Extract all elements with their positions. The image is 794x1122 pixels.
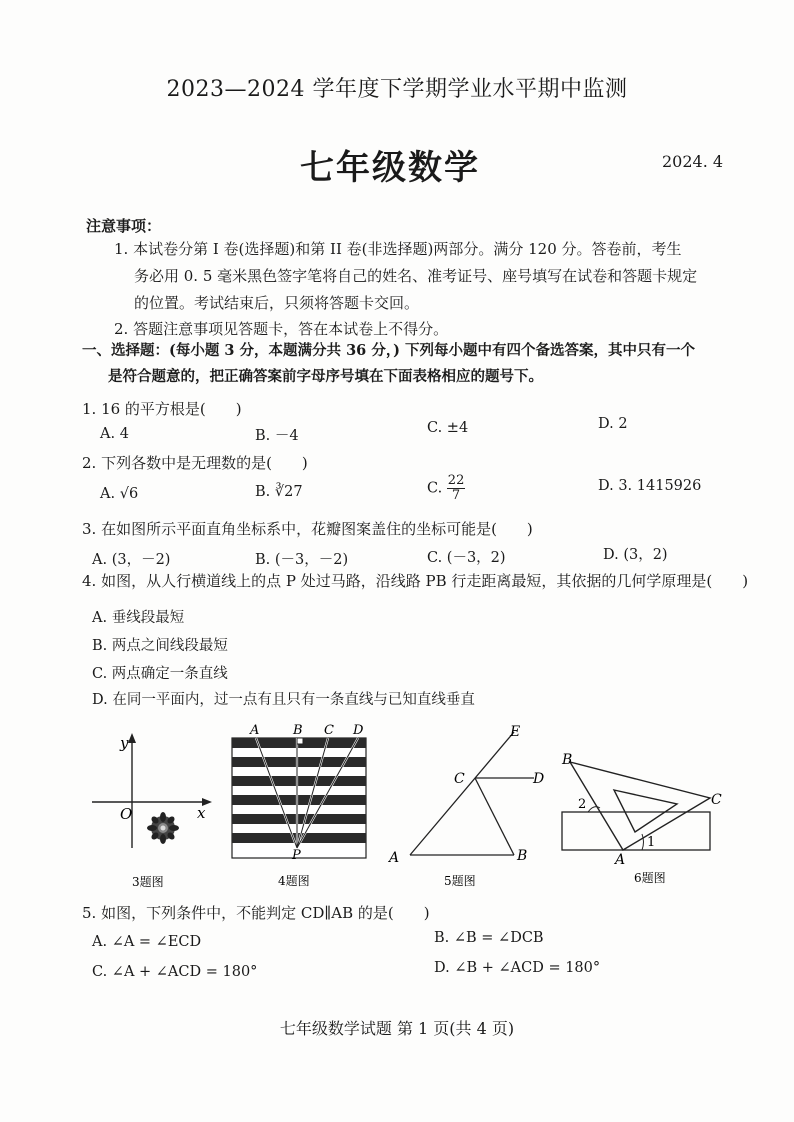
section1-instructions-line2: 是符合题意的，把正确答案前字母序号填在下面表格相应的题号下。: [108, 368, 543, 385]
q2-option-c-numerator: 22: [447, 473, 465, 488]
q2-option-a-prefix: A.: [100, 486, 120, 502]
q2-option-b-prefix: B.: [255, 484, 275, 500]
figure-3-coordinate-plane: [86, 728, 216, 890]
fig6-angle-2: 2: [578, 797, 587, 812]
page-footer: 七年级数学试题 第 1 页(共 4 页): [279, 1019, 515, 1038]
fig4-caption: 4题图: [278, 874, 310, 888]
q2-option-c-denominator: 7: [451, 488, 461, 503]
notice-item1-line1: 1. 本试卷分第 I 卷(选择题)和第 II 卷(非选择题)两部分。满分 120 分。答卷前，考生: [114, 240, 682, 258]
q4-option-a: A. 垂线段最短: [92, 610, 185, 626]
fig4-label-p: P: [292, 848, 301, 863]
fig5-label-b: B: [517, 848, 528, 864]
fig4-label-c: C: [324, 723, 334, 738]
fig6-angle-1: 1: [647, 835, 656, 850]
fig3-caption: 3题图: [132, 875, 164, 889]
fig4-label-a: A: [250, 723, 260, 738]
fig4-label-b: B: [293, 723, 303, 738]
fig5-label-e: E: [510, 724, 521, 740]
q5-option-a: A. ∠A = ∠ECD: [92, 934, 202, 950]
fig3-origin-label: O: [120, 805, 133, 823]
q2-option-d: D. 3. 1415926: [598, 478, 702, 494]
q3-option-b: B. (－3，－2): [255, 552, 349, 568]
fig6-label-a: A: [615, 852, 626, 868]
q4-option-d: D. 在同一平面内，过一点有且只有一条直线与已知直线垂直: [92, 692, 475, 708]
fig6-label-c: C: [711, 792, 722, 808]
q5-option-c: C. ∠A + ∠ACD = 180°: [92, 964, 258, 980]
exam-title: 2023—2024 学年度下学期学业水平期中监测: [166, 77, 628, 102]
q2-option-c: [427, 474, 465, 503]
fig4-label-d: D: [353, 723, 364, 738]
q4-option-c: C. 两点确定一条直线: [92, 666, 228, 682]
q4-stem: 4. 如图，从人行横道线上的点 P 处过马路，沿线路 PB 行走距离最短，其依据的几何学原理是( ): [82, 572, 749, 590]
q1-option-d: D. 2: [598, 416, 628, 432]
q2-option-a-math: √6: [119, 486, 139, 502]
q2-option-c-fraction: [447, 474, 466, 503]
figure-6-set-square: [550, 742, 730, 890]
section1-instructions-line1: 一、选择题：(每小题 3 分，本题满分共 36 分，) 下列每小题中有四个备选答案，其中只有一个: [82, 342, 695, 359]
q2-option-c-prefix: C.: [427, 480, 447, 497]
q5-option-b: B. ∠B = ∠DCB: [434, 930, 544, 946]
figure-5-triangle-parallel: [384, 720, 554, 890]
fig5-caption: 5题图: [444, 874, 476, 888]
q2-option-b: [255, 484, 303, 500]
flower-icon: [147, 812, 179, 844]
q1-option-b: B. －4: [255, 428, 299, 444]
fig5-label-a: A: [389, 850, 400, 866]
q1-option-c: C. ±4: [427, 420, 469, 436]
q1-option-a: A. 4: [100, 426, 129, 442]
q2-stem: 2. 下列各数中是无理数的是( ): [82, 454, 308, 472]
notice-item1-line3: 的位置。考试结束后，只须将答题卡交回。: [134, 294, 420, 312]
notice-heading: 注意事项：: [86, 217, 162, 235]
fig5-label-d: D: [533, 771, 545, 787]
q3-option-d: D. (3，2): [603, 547, 668, 563]
q4-option-b: B. 两点之间线段最短: [92, 638, 228, 654]
notice-item1-line2: 务必用 0. 5 毫米黑色签字笔将自己的姓名、准考证号、座号填写在试卷和答题卡规定: [134, 267, 698, 285]
q3-option-a: A. (3，－2): [92, 552, 171, 568]
subject-title: 七年级数学: [300, 148, 480, 188]
fig3-x-label: x: [197, 804, 206, 822]
fig6-label-b: B: [562, 752, 573, 768]
fig3-y-label: y: [120, 734, 129, 752]
exam-date: 2024. 4: [662, 152, 724, 171]
fig5-label-c: C: [454, 771, 465, 787]
q2-option-b-math: ∛27: [274, 484, 303, 500]
q5-option-d: D. ∠B + ∠ACD = 180°: [434, 960, 601, 976]
q3-option-c: C. (－3，2): [427, 550, 506, 566]
figure-4-crosswalk: [222, 718, 382, 890]
q2-option-a: [100, 486, 138, 502]
q5-stem: 5. 如图，下列条件中，不能判定 CD∥AB 的是( ): [82, 904, 430, 922]
fig6-caption: 6题图: [634, 871, 666, 885]
notice-item2: 2. 答题注意事项见答题卡，答在本试卷上不得分。: [114, 320, 449, 338]
q3-stem: 3. 在如图所示平面直角坐标系中，花瓣图案盖住的坐标可能是( ): [82, 520, 533, 538]
q1-stem: 1. 16 的平方根是( ): [82, 400, 242, 418]
